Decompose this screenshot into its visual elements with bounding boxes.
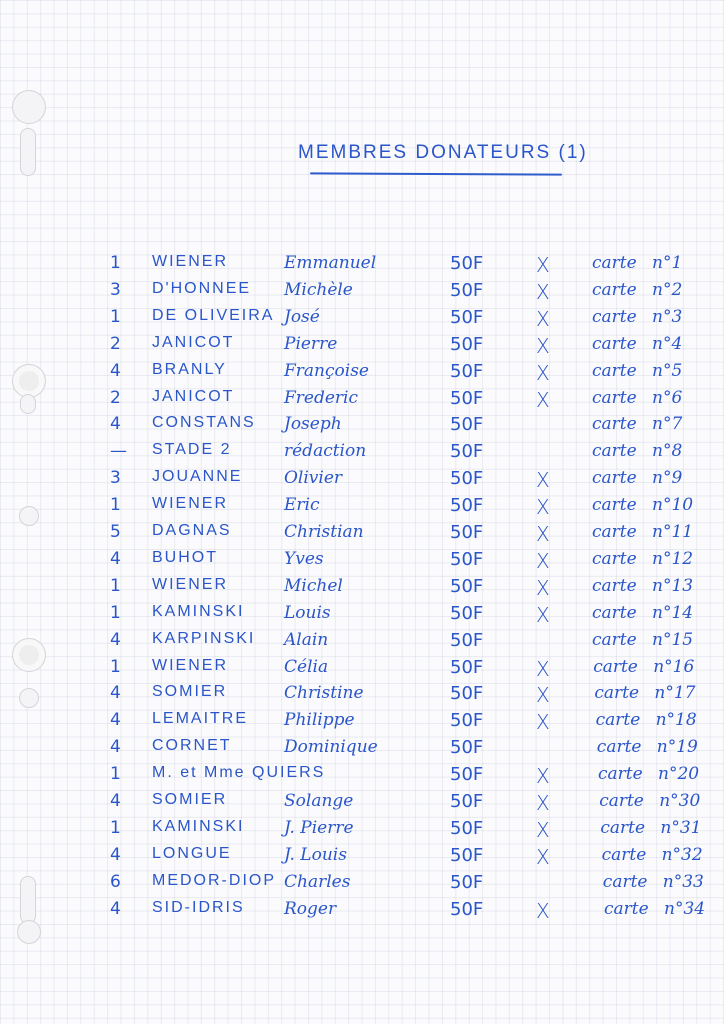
list-item bbox=[0, 683, 724, 709]
row-count: 1 bbox=[110, 253, 121, 273]
row-firstname: Christian bbox=[284, 522, 364, 542]
row-card-label: carte bbox=[596, 737, 642, 758]
row-amount: 50F bbox=[450, 656, 484, 678]
row-card-label: carte bbox=[592, 468, 637, 489]
row-card-label: carte bbox=[594, 683, 640, 704]
row-amount: 50F bbox=[450, 387, 484, 409]
row-surname: KARPINSKI bbox=[152, 629, 256, 647]
row-surname: JANICOT bbox=[152, 333, 235, 351]
row-amount: 50F bbox=[450, 791, 484, 812]
row-firstname: Françoise bbox=[284, 360, 369, 381]
row-count: 4 bbox=[110, 683, 121, 704]
row-firstname: Eric bbox=[284, 495, 320, 516]
row-card-number: n°12 bbox=[652, 548, 694, 569]
list-item bbox=[0, 253, 724, 279]
row-check-mark: X bbox=[536, 898, 550, 923]
row-check-mark: X bbox=[536, 575, 550, 600]
row-firstname: rédaction bbox=[284, 441, 367, 462]
row-firstname: J. Louis bbox=[284, 844, 347, 865]
row-surname: STADE 2 bbox=[152, 441, 232, 459]
row-surname: BRANLY bbox=[152, 360, 227, 378]
row-firstname: Charles bbox=[284, 871, 351, 892]
list-item bbox=[0, 872, 724, 898]
row-card-label: carte bbox=[592, 414, 637, 435]
row-count: 4 bbox=[110, 360, 121, 381]
row-card-number: n°31 bbox=[660, 817, 702, 838]
row-surname: SOMIER bbox=[152, 683, 228, 701]
row-amount: 50F bbox=[450, 844, 484, 866]
row-surname: M. et Mme QUIERS bbox=[152, 764, 326, 782]
row-card-number: n°2 bbox=[652, 279, 683, 300]
title-underline bbox=[310, 172, 562, 175]
row-check-mark: X bbox=[536, 844, 550, 869]
list-item bbox=[0, 845, 724, 871]
list-item bbox=[0, 576, 724, 602]
row-card-number: n°14 bbox=[652, 602, 694, 623]
list-item bbox=[0, 388, 724, 414]
row-firstname: Alain bbox=[284, 629, 329, 650]
row-firstname: Frederic bbox=[284, 387, 359, 408]
row-amount: 50F bbox=[450, 764, 484, 786]
row-amount: 50F bbox=[450, 871, 484, 893]
list-item bbox=[0, 414, 724, 440]
row-firstname: Joseph bbox=[284, 414, 342, 435]
row-count: 4 bbox=[110, 737, 121, 758]
row-card-label: carte bbox=[602, 871, 648, 892]
punch-hole bbox=[12, 90, 46, 124]
list-item bbox=[0, 710, 724, 736]
row-card-label: carte bbox=[592, 602, 637, 623]
row-card-label: carte bbox=[592, 495, 637, 516]
row-surname: SOMIER bbox=[152, 791, 228, 808]
row-count: 5 bbox=[110, 522, 121, 542]
row-firstname: Yves bbox=[284, 548, 324, 569]
row-card-label: carte bbox=[592, 441, 637, 462]
row-card-number: n°9 bbox=[652, 468, 683, 489]
row-card-label: carte bbox=[592, 279, 637, 300]
row-count: 4 bbox=[110, 629, 121, 650]
punch-slot bbox=[20, 128, 36, 176]
row-amount: 50F bbox=[450, 710, 484, 732]
row-card-label: carte bbox=[601, 844, 647, 865]
row-check-mark: X bbox=[536, 253, 550, 277]
row-firstname: Dominique bbox=[284, 737, 378, 758]
row-card-number: n°1 bbox=[652, 253, 683, 273]
row-amount: 50F bbox=[450, 306, 484, 328]
row-count: 1 bbox=[110, 602, 121, 623]
row-card-number: n°13 bbox=[652, 575, 694, 596]
row-count: 1 bbox=[110, 817, 121, 838]
row-card-number: n°10 bbox=[652, 495, 694, 516]
row-surname: KAMINSKI bbox=[152, 817, 245, 835]
row-card-number: n°11 bbox=[652, 522, 694, 542]
list-item bbox=[0, 307, 724, 333]
row-count: 3 bbox=[110, 279, 121, 300]
list-item bbox=[0, 899, 724, 925]
row-check-mark: X bbox=[536, 548, 550, 573]
row-check-mark: X bbox=[536, 279, 550, 304]
row-surname: CORNET bbox=[152, 737, 232, 755]
list-item bbox=[0, 468, 724, 494]
list-item bbox=[0, 522, 724, 548]
row-firstname: Christine bbox=[284, 683, 364, 704]
row-card-number: n°18 bbox=[655, 710, 697, 731]
row-amount: 50F bbox=[450, 898, 484, 920]
row-check-mark: X bbox=[536, 495, 550, 520]
row-card-label: carte bbox=[592, 306, 637, 327]
row-card-number: n°34 bbox=[664, 898, 706, 919]
row-count: 4 bbox=[110, 791, 121, 811]
row-surname: DAGNAS bbox=[152, 522, 232, 539]
list-item bbox=[0, 657, 724, 683]
row-card-label: carte bbox=[598, 764, 643, 785]
row-surname: CONSTANS bbox=[152, 414, 256, 432]
list-item bbox=[0, 764, 724, 790]
page-title: MEMBRES DONATEURS (1) bbox=[298, 142, 588, 163]
row-firstname: Louis bbox=[284, 602, 331, 623]
row-amount: 50F bbox=[450, 737, 484, 759]
list-item bbox=[0, 334, 724, 360]
row-check-mark: X bbox=[536, 683, 550, 708]
row-card-label: carte bbox=[600, 817, 646, 838]
row-amount: 50F bbox=[450, 548, 484, 570]
list-item bbox=[0, 791, 724, 817]
row-amount: 50F bbox=[450, 495, 484, 517]
list-item bbox=[0, 818, 724, 844]
list-item bbox=[0, 280, 724, 306]
row-check-mark: X bbox=[536, 387, 550, 412]
row-check-mark: X bbox=[536, 468, 550, 493]
row-check-mark: X bbox=[536, 306, 550, 331]
row-count: 1 bbox=[110, 495, 121, 516]
row-surname: WIENER bbox=[152, 495, 228, 513]
row-amount: 50F bbox=[450, 817, 484, 839]
row-count: 4 bbox=[110, 548, 121, 569]
row-count: 2 bbox=[110, 333, 121, 354]
row-firstname: Emmanuel bbox=[284, 253, 377, 273]
row-surname: JOUANNE bbox=[152, 468, 243, 486]
row-card-label: carte bbox=[592, 360, 637, 381]
row-count: 3 bbox=[110, 468, 121, 489]
row-firstname: Philippe bbox=[284, 710, 355, 731]
row-surname: LONGUE bbox=[152, 844, 232, 862]
row-firstname: Olivier bbox=[284, 468, 343, 489]
row-check-mark: X bbox=[536, 817, 550, 842]
row-amount: 50F bbox=[450, 602, 484, 624]
row-surname: D'HONNEE bbox=[152, 279, 252, 297]
row-amount: 50F bbox=[450, 575, 484, 597]
row-count: 4 bbox=[110, 844, 121, 865]
row-card-number: n°19 bbox=[656, 737, 698, 758]
row-card-number: n°4 bbox=[652, 333, 683, 354]
row-card-label: carte bbox=[592, 548, 637, 569]
list-item bbox=[0, 630, 724, 656]
row-surname: KAMINSKI bbox=[152, 602, 245, 620]
row-card-label: carte bbox=[592, 522, 637, 542]
row-card-label: carte bbox=[592, 333, 637, 354]
row-amount: 50F bbox=[450, 468, 484, 490]
row-amount: 50F bbox=[450, 441, 484, 463]
row-surname: DE OLIVEIRA bbox=[152, 306, 275, 324]
row-count: 2 bbox=[110, 387, 121, 408]
row-surname: SID-IDRIS bbox=[152, 898, 245, 916]
row-check-mark: X bbox=[536, 764, 550, 789]
row-firstname: Michèle bbox=[284, 279, 353, 300]
row-card-number: n°8 bbox=[652, 441, 683, 462]
row-card-number: n°33 bbox=[662, 871, 704, 892]
row-card-label: carte bbox=[592, 629, 637, 650]
row-card-number: n°7 bbox=[652, 414, 683, 435]
row-card-number: n°30 bbox=[659, 791, 701, 811]
row-card-label: carte bbox=[592, 575, 637, 596]
row-surname: JANICOT bbox=[152, 387, 235, 405]
row-card-number: n°15 bbox=[652, 629, 694, 650]
list-item bbox=[0, 441, 724, 467]
row-amount: 50F bbox=[450, 333, 484, 355]
row-card-label: carte bbox=[599, 791, 644, 811]
list-item bbox=[0, 361, 724, 387]
row-surname: WIENER bbox=[152, 656, 228, 674]
row-check-mark: X bbox=[536, 791, 550, 815]
row-count: 4 bbox=[110, 898, 121, 919]
row-check-mark: X bbox=[536, 360, 550, 385]
row-count: 1 bbox=[110, 575, 121, 596]
list-item bbox=[0, 737, 724, 763]
row-amount: 50F bbox=[450, 279, 484, 301]
row-amount: 50F bbox=[450, 522, 484, 543]
row-check-mark: X bbox=[536, 333, 550, 358]
row-count: 6 bbox=[110, 871, 121, 892]
row-card-number: n°5 bbox=[652, 360, 683, 381]
row-surname: BUHOT bbox=[152, 548, 218, 566]
list-item bbox=[0, 549, 724, 575]
list-item bbox=[0, 603, 724, 629]
row-card-label: carte bbox=[595, 710, 641, 731]
row-check-mark: X bbox=[536, 522, 550, 546]
row-check-mark: X bbox=[536, 656, 550, 681]
list-item bbox=[0, 495, 724, 521]
row-card-label: carte bbox=[592, 253, 637, 273]
row-count: 4 bbox=[110, 710, 121, 731]
row-card-label: carte bbox=[592, 387, 637, 408]
row-count: 1 bbox=[110, 764, 121, 785]
row-firstname: Célia bbox=[284, 656, 329, 677]
row-firstname: J. Pierre bbox=[284, 817, 354, 838]
row-card-number: n°16 bbox=[653, 656, 695, 677]
row-amount: 50F bbox=[450, 629, 484, 651]
row-surname: LEMAITRE bbox=[152, 710, 249, 728]
row-card-number: n°3 bbox=[652, 306, 683, 327]
row-firstname: Pierre bbox=[284, 333, 338, 354]
row-amount: 50F bbox=[450, 414, 484, 436]
row-firstname: Roger bbox=[284, 898, 337, 919]
row-firstname: José bbox=[284, 306, 320, 327]
row-surname: WIENER bbox=[152, 253, 228, 270]
row-card-label: carte bbox=[604, 898, 649, 919]
row-card-number: n°17 bbox=[654, 683, 696, 704]
row-count: — bbox=[110, 441, 127, 462]
row-count: 4 bbox=[110, 414, 121, 435]
row-check-mark: X bbox=[536, 602, 550, 627]
row-card-number: n°32 bbox=[661, 844, 703, 865]
row-firstname: Solange bbox=[284, 791, 354, 811]
row-count: 1 bbox=[110, 656, 121, 677]
row-amount: 50F bbox=[450, 253, 484, 274]
row-card-label: carte bbox=[593, 656, 638, 677]
row-surname: MEDOR-DIOP bbox=[152, 871, 276, 889]
row-firstname: Michel bbox=[284, 575, 343, 596]
row-count: 1 bbox=[110, 306, 121, 327]
row-surname: WIENER bbox=[152, 575, 228, 593]
row-card-number: n°20 bbox=[658, 764, 700, 785]
row-amount: 50F bbox=[450, 360, 484, 382]
row-card-number: n°6 bbox=[652, 387, 683, 408]
row-check-mark: X bbox=[536, 710, 550, 735]
row-amount: 50F bbox=[450, 683, 484, 705]
